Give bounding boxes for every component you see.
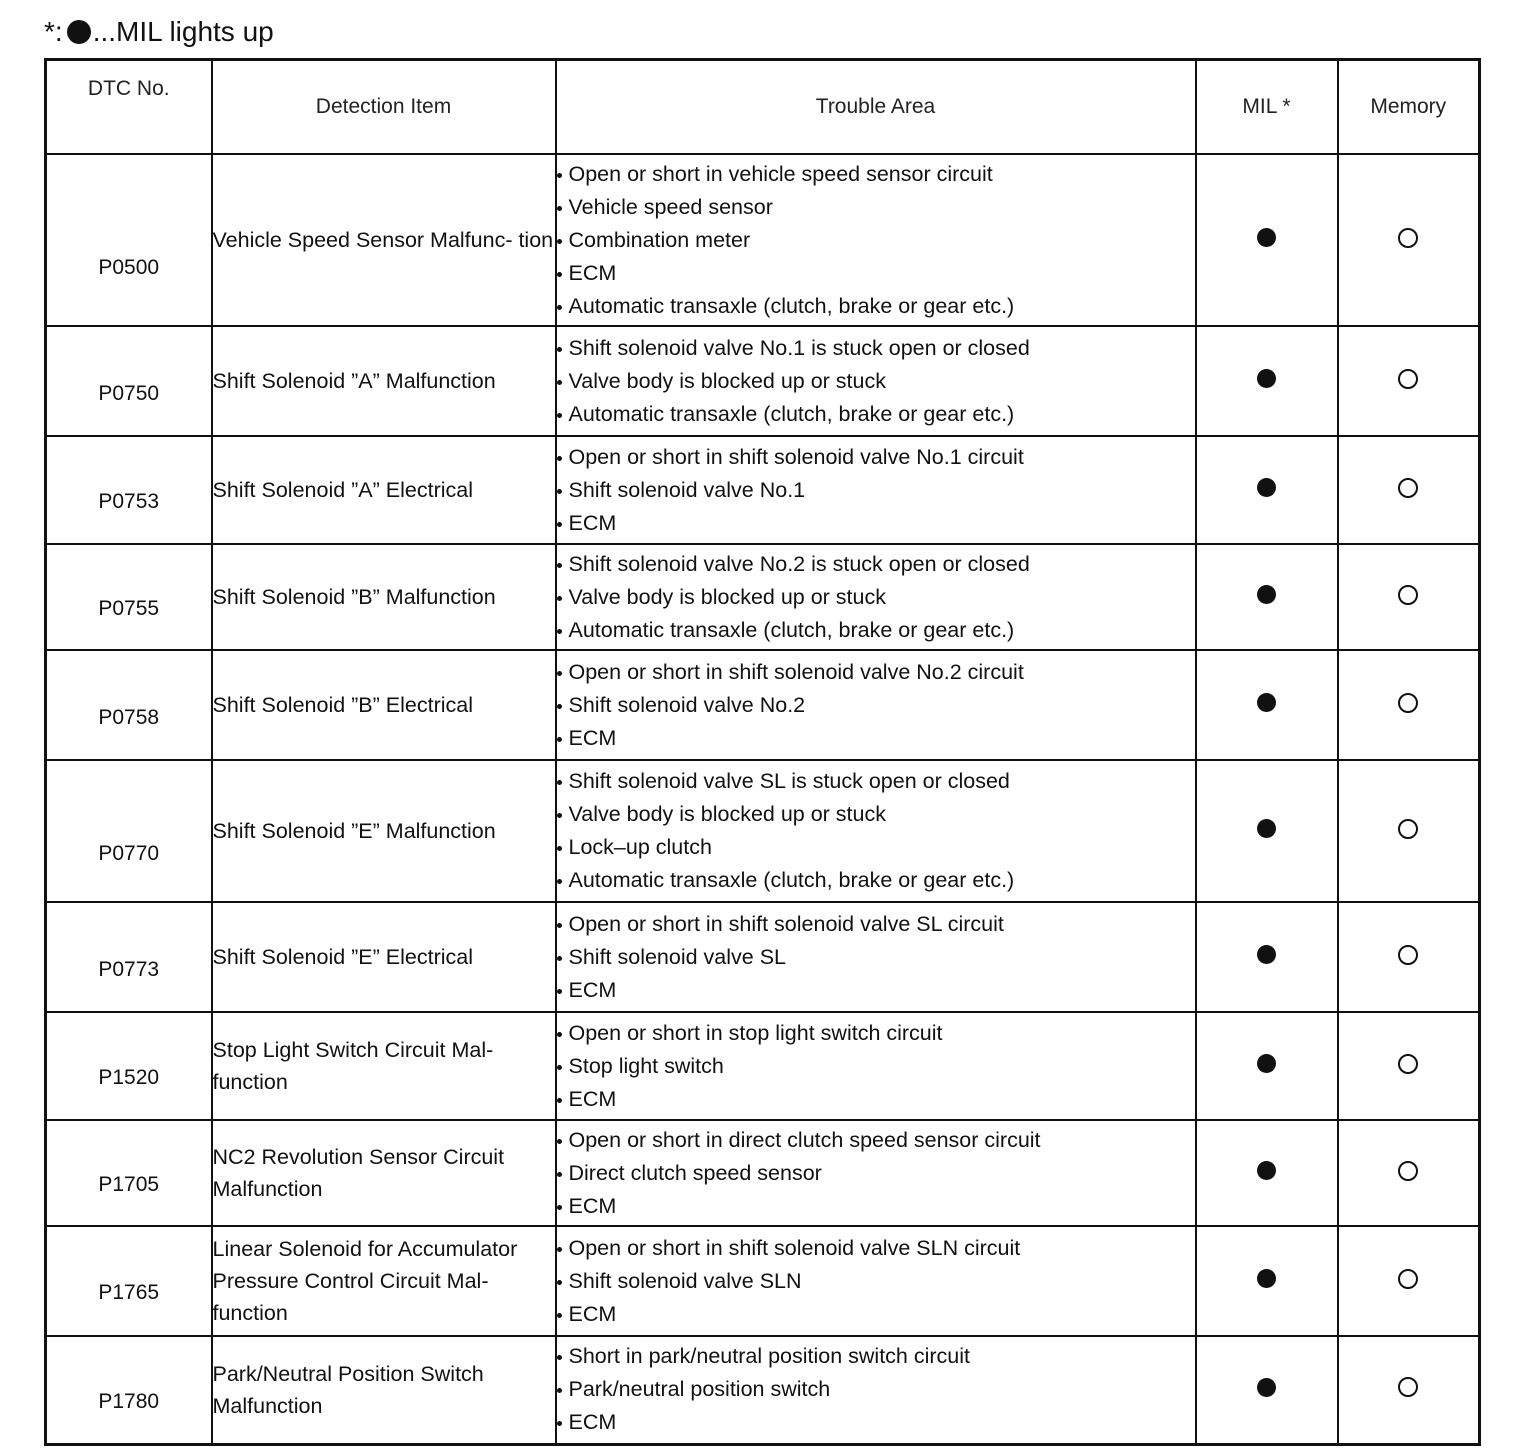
trouble-area-item: Direct clutch speed sensor	[557, 1157, 1195, 1190]
dtc-code-text: P1765	[98, 1281, 160, 1304]
dtc-code-text: P0755	[98, 597, 160, 620]
filled-circle-icon	[1257, 228, 1276, 247]
mil-cell	[1196, 1336, 1338, 1444]
filled-circle-icon	[1257, 369, 1276, 388]
trouble-area-list	[557, 332, 1195, 431]
memory-cell	[1338, 760, 1480, 902]
detection-item: NC2 Revolution Sensor Circuit Malfunction	[212, 1120, 556, 1226]
dtc-code-text: P0758	[98, 706, 160, 729]
trouble-area-item: Open or short in direct clutch speed sensor circuit	[557, 1124, 1195, 1157]
open-circle-icon	[1398, 693, 1418, 713]
memory-cell	[1338, 1336, 1480, 1444]
dtc-code	[46, 902, 212, 1012]
dtc-code	[46, 1336, 212, 1444]
dtc-table	[44, 58, 1481, 1446]
detection-item: Vehicle Speed Sensor Malfunc- tion	[212, 154, 556, 326]
table-row	[46, 760, 1480, 902]
open-circle-icon	[1398, 228, 1418, 248]
dtc-code	[46, 1120, 212, 1226]
table-row	[46, 326, 1480, 436]
trouble-area-list	[557, 765, 1195, 897]
dtc-code	[46, 650, 212, 760]
mil-cell	[1196, 650, 1338, 760]
trouble-area-list	[557, 1340, 1195, 1439]
trouble-area-item: ECM	[557, 722, 1195, 755]
trouble-area-list	[557, 656, 1195, 755]
trouble-area-item: ECM	[557, 1190, 1195, 1223]
table-row	[46, 544, 1480, 650]
trouble-area-item: ECM	[557, 257, 1195, 290]
trouble-area-list	[557, 908, 1195, 1007]
trouble-area-item: Valve body is blocked up or stuck	[557, 581, 1195, 614]
legend	[44, 14, 274, 50]
legend-text: ...MIL lights up	[92, 16, 274, 47]
filled-circle-icon	[1257, 693, 1276, 712]
trouble-area	[556, 1012, 1196, 1120]
mil-cell	[1196, 902, 1338, 1012]
filled-circle-icon	[1257, 1161, 1276, 1180]
trouble-area-item: Valve body is blocked up or stuck	[557, 798, 1195, 831]
dtc-code-text: P0750	[98, 382, 160, 405]
open-circle-icon	[1398, 1161, 1418, 1181]
trouble-area-item: Open or short in stop light switch circuit	[557, 1017, 1195, 1050]
open-circle-icon	[1398, 1269, 1418, 1289]
trouble-area-item: Shift solenoid valve No.1 is stuck open or closed	[557, 332, 1195, 365]
trouble-area-item: Shift solenoid valve SLN	[557, 1265, 1195, 1298]
trouble-area-item: Park/neutral position switch	[557, 1373, 1195, 1406]
detection-item: Shift Solenoid ”B” Electrical	[212, 650, 556, 760]
trouble-area	[556, 902, 1196, 1012]
trouble-area-list	[557, 1232, 1195, 1331]
detection-item: Park/Neutral Position Switch Malfunction	[212, 1336, 556, 1444]
memory-cell	[1338, 436, 1480, 544]
trouble-area-item: Open or short in shift solenoid valve No.2 circuit	[557, 656, 1195, 689]
trouble-area-item: ECM	[557, 1083, 1195, 1116]
detection-item: Linear Solenoid for Accumulator Pressure Control Circuit Mal- function	[212, 1226, 556, 1336]
filled-circle-icon	[1257, 1054, 1276, 1073]
trouble-area-item: ECM	[557, 1406, 1195, 1439]
trouble-area	[556, 650, 1196, 760]
dtc-code-text: P0500	[98, 256, 160, 279]
detection-item: Shift Solenoid ”E” Malfunction	[212, 760, 556, 902]
trouble-area-item: Vehicle speed sensor	[557, 191, 1195, 224]
filled-circle-icon	[1257, 945, 1276, 964]
trouble-area-item: Shift solenoid valve SL	[557, 941, 1195, 974]
table-row	[46, 154, 1480, 326]
trouble-area-item: Open or short in shift solenoid valve No.1 circuit	[557, 441, 1195, 474]
filled-circle-icon	[1257, 1269, 1276, 1288]
open-circle-icon	[1398, 819, 1418, 839]
table-row	[46, 1120, 1480, 1226]
trouble-area	[556, 436, 1196, 544]
open-circle-icon	[1398, 369, 1418, 389]
dtc-code	[46, 436, 212, 544]
detection-item: Shift Solenoid ”E” Electrical	[212, 902, 556, 1012]
dtc-code	[46, 760, 212, 902]
filled-circle-icon	[1257, 1378, 1276, 1397]
trouble-area-list	[557, 1124, 1195, 1223]
trouble-area-list	[557, 158, 1195, 323]
header-mil: MIL *	[1196, 60, 1338, 155]
trouble-area-item: Open or short in shift solenoid valve SLN circuit	[557, 1232, 1195, 1265]
memory-cell	[1338, 326, 1480, 436]
trouble-area-item: Shift solenoid valve No.2 is stuck open or closed	[557, 548, 1195, 581]
header-dtc-no: DTC No.	[46, 60, 212, 155]
detection-item: Shift Solenoid ”B” Malfunction	[212, 544, 556, 650]
mil-cell	[1196, 154, 1338, 326]
filled-circle-icon	[1257, 585, 1276, 604]
mil-cell	[1196, 760, 1338, 902]
memory-cell	[1338, 154, 1480, 326]
header-row	[46, 60, 1480, 155]
trouble-area-item: Automatic transaxle (clutch, brake or gear etc.)	[557, 290, 1195, 323]
memory-cell	[1338, 650, 1480, 760]
table-row	[46, 1012, 1480, 1120]
dtc-code-text: P1705	[98, 1173, 160, 1196]
trouble-area-item: Short in park/neutral position switch circuit	[557, 1340, 1195, 1373]
mil-cell	[1196, 1012, 1338, 1120]
open-circle-icon	[1398, 1054, 1418, 1074]
detection-item: Shift Solenoid ”A” Electrical	[212, 436, 556, 544]
mil-cell	[1196, 326, 1338, 436]
dtc-code-text: P0773	[98, 958, 160, 981]
dtc-code-text: P0770	[98, 842, 160, 865]
table-row	[46, 1336, 1480, 1444]
detection-item: Stop Light Switch Circuit Mal- function	[212, 1012, 556, 1120]
filled-circle-icon	[1257, 478, 1276, 497]
trouble-area-item: Automatic transaxle (clutch, brake or gear etc.)	[557, 398, 1195, 431]
trouble-area	[556, 1120, 1196, 1226]
memory-cell	[1338, 1226, 1480, 1336]
open-circle-icon	[1398, 478, 1418, 498]
dtc-code-text: P1780	[98, 1389, 160, 1413]
dtc-code	[46, 154, 212, 326]
filled-circle-icon	[1257, 819, 1276, 838]
trouble-area-item: Valve body is blocked up or stuck	[557, 365, 1195, 398]
trouble-area-item: Open or short in shift solenoid valve SL circuit	[557, 908, 1195, 941]
trouble-area-item: ECM	[557, 507, 1195, 540]
trouble-area	[556, 760, 1196, 902]
table-row	[46, 650, 1480, 760]
open-circle-icon	[1398, 1377, 1418, 1397]
trouble-area	[556, 1226, 1196, 1336]
detection-item: Shift Solenoid ”A” Malfunction	[212, 326, 556, 436]
legend-prefix: *:	[44, 16, 63, 47]
open-circle-icon	[1398, 585, 1418, 605]
header-memory: Memory	[1338, 60, 1480, 155]
trouble-area-item: Automatic transaxle (clutch, brake or gear etc.)	[557, 864, 1195, 897]
dtc-code-text: P1520	[98, 1066, 160, 1089]
memory-cell	[1338, 544, 1480, 650]
trouble-area-item: Lock–up clutch	[557, 831, 1195, 864]
header-trouble-area: Trouble Area	[556, 60, 1196, 155]
dtc-code	[46, 1226, 212, 1336]
trouble-area	[556, 326, 1196, 436]
mil-cell	[1196, 1226, 1338, 1336]
dtc-code	[46, 1012, 212, 1120]
table-row	[46, 436, 1480, 544]
open-circle-icon	[1398, 945, 1418, 965]
table-row	[46, 902, 1480, 1012]
trouble-area-item: Shift solenoid valve No.1	[557, 474, 1195, 507]
table-row	[46, 1226, 1480, 1336]
mil-cell	[1196, 1120, 1338, 1226]
trouble-area-list	[557, 441, 1195, 540]
memory-cell	[1338, 1120, 1480, 1226]
trouble-area-item: Shift solenoid valve SL is stuck open or closed	[557, 765, 1195, 798]
trouble-area-list	[557, 548, 1195, 647]
mil-cell	[1196, 436, 1338, 544]
trouble-area-item: ECM	[557, 974, 1195, 1007]
trouble-area-list	[557, 1017, 1195, 1116]
trouble-area-item: Shift solenoid valve No.2	[557, 689, 1195, 722]
trouble-area	[556, 544, 1196, 650]
trouble-area-item: Automatic transaxle (clutch, brake or gear etc.)	[557, 614, 1195, 647]
header-detection-item: Detection Item	[212, 60, 556, 155]
dtc-code-text: P0753	[98, 490, 160, 513]
mil-cell	[1196, 544, 1338, 650]
dtc-code	[46, 544, 212, 650]
trouble-area-item: Open or short in vehicle speed sensor circuit	[557, 158, 1195, 191]
trouble-area	[556, 1336, 1196, 1444]
filled-circle-icon	[67, 20, 91, 44]
trouble-area-item: ECM	[557, 1298, 1195, 1331]
memory-cell	[1338, 1012, 1480, 1120]
dtc-code	[46, 326, 212, 436]
trouble-area-item: Combination meter	[557, 224, 1195, 257]
trouble-area	[556, 154, 1196, 326]
trouble-area-item: Stop light switch	[557, 1050, 1195, 1083]
memory-cell	[1338, 902, 1480, 1012]
